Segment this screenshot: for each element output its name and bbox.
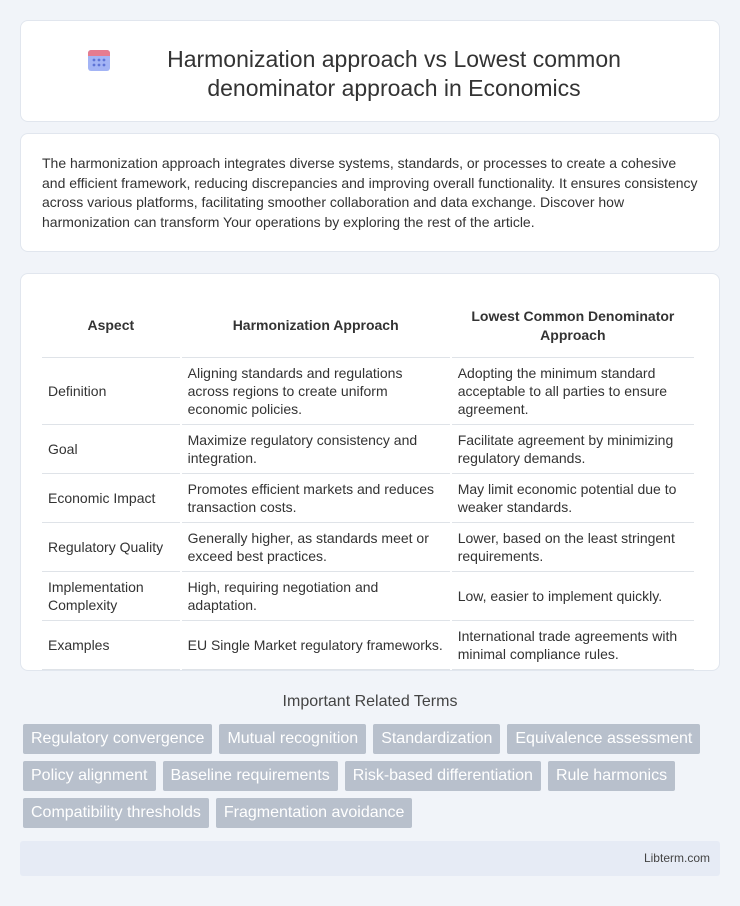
cell-lowest-common: Lower, based on the least stringent requirements. bbox=[452, 523, 694, 572]
cell-harmonization: Maximize regulatory consistency and integration. bbox=[182, 425, 450, 474]
cell-lowest-common: Low, easier to implement quickly. bbox=[452, 572, 694, 621]
tag-mutual-recognition[interactable]: Mutual recognition bbox=[219, 724, 366, 754]
cell-aspect: Implementation Complexity bbox=[42, 572, 180, 621]
title-card bbox=[20, 20, 720, 122]
cell-aspect: Economic Impact bbox=[42, 474, 180, 523]
intro-paragraph: The harmonization approach integrates diverse systems, standards, or processes to create a cohesive and efficient framework, reducing discrepancies and improving overall functionality. It ensures consistency across various platforms, facilitating smoother collaboration and data exchange. Discover how harmonization can transform Your operations by exploring the rest of the article. bbox=[42, 155, 698, 230]
tag-standardization[interactable]: Standardization bbox=[373, 724, 500, 754]
cell-lowest-common: International trade agreements with minimal compliance rules. bbox=[452, 621, 694, 670]
tag-policy-alignment[interactable]: Policy alignment bbox=[23, 761, 156, 791]
table-row bbox=[42, 474, 694, 523]
tag-compatibility-thresholds[interactable]: Compatibility thresholds bbox=[23, 798, 209, 828]
comparison-card bbox=[20, 273, 720, 671]
tag-fragmentation-avoidance[interactable]: Fragmentation avoidance bbox=[216, 798, 413, 828]
cell-aspect: Regulatory Quality bbox=[42, 523, 180, 572]
tag-baseline-requirements[interactable]: Baseline requirements bbox=[163, 761, 338, 791]
table-row bbox=[42, 572, 694, 621]
cell-aspect: Goal bbox=[42, 425, 180, 474]
comparison-table bbox=[40, 294, 696, 670]
table-row bbox=[42, 425, 694, 474]
calendar-icon bbox=[86, 47, 112, 73]
tag-regulatory-convergence[interactable]: Regulatory convergence bbox=[23, 724, 212, 754]
footer-site-link[interactable]: Libterm.com bbox=[643, 851, 710, 865]
cell-lowest-common: Facilitate agreement by minimizing regulatory demands. bbox=[452, 425, 694, 474]
page-title: Harmonization approach vs Lowest common denominator approach in Economics bbox=[167, 46, 621, 101]
related-terms-list bbox=[23, 724, 723, 835]
table-row bbox=[42, 523, 694, 572]
related-terms-title: Important Related Terms bbox=[282, 693, 458, 710]
intro-card bbox=[20, 133, 720, 252]
header-lowest-common: Lowest Common Denominator Approach bbox=[452, 294, 694, 358]
cell-harmonization: Generally higher, as standards meet or exceed best practices. bbox=[182, 523, 450, 572]
header-aspect: Aspect bbox=[42, 294, 180, 358]
table-header-row bbox=[42, 294, 694, 358]
cell-aspect: Examples bbox=[42, 621, 180, 670]
table-row bbox=[42, 358, 694, 425]
tag-equivalence-assessment[interactable]: Equivalence assessment bbox=[507, 724, 700, 754]
cell-harmonization: High, requiring negotiation and adaptation. bbox=[182, 572, 450, 621]
tag-risk-based-differentiation[interactable]: Risk-based differentiation bbox=[345, 761, 541, 791]
cell-lowest-common: May limit economic potential due to weaker standards. bbox=[452, 474, 694, 523]
tag-rule-harmonics[interactable]: Rule harmonics bbox=[548, 761, 675, 791]
cell-harmonization: EU Single Market regulatory frameworks. bbox=[182, 621, 450, 670]
cell-aspect: Definition bbox=[42, 358, 180, 425]
header-harmonization: Harmonization Approach bbox=[182, 294, 450, 358]
cell-lowest-common: Adopting the minimum standard acceptable to all parties to ensure agreement. bbox=[452, 358, 694, 425]
cell-harmonization: Promotes efficient markets and reduces transaction costs. bbox=[182, 474, 450, 523]
cell-harmonization: Aligning standards and regulations across regions to create uniform economic policies. bbox=[182, 358, 450, 425]
footer bbox=[20, 841, 720, 876]
table-row bbox=[42, 621, 694, 670]
